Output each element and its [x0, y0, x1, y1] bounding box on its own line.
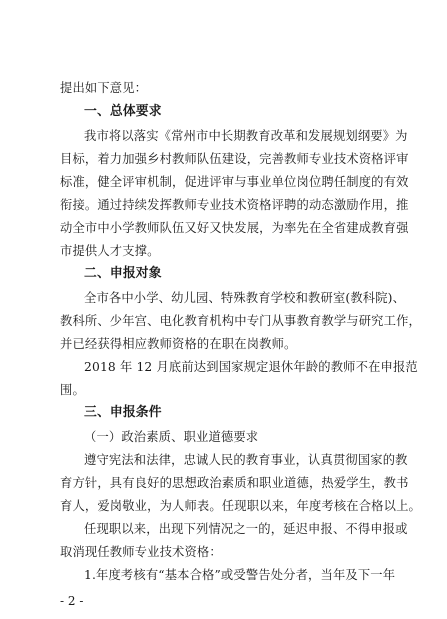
paragraph-line: 教科所、少年宫、电化教育机构中专门从事教育教学与研究工作，: [60, 314, 421, 328]
page-number: - 2 -: [60, 594, 84, 608]
paragraph-line: 全市各中小学、幼儿园、特殊教育学校和教研室(教科院)、: [84, 291, 406, 305]
paragraph-line: 并已经获得相应教师资格的在职在岗教师。: [60, 337, 297, 351]
paragraph-line: 目标，着力加强乡村教师队伍建设，完善教师专业技术资格评审: [60, 152, 409, 166]
paragraph-line: 任现职以来，出现下列情况之一的，延迟申报、不得申报或: [84, 522, 408, 536]
paragraph-line: 取消现任教师专业技术资格：: [60, 545, 222, 559]
paragraph-line: 市提供人才支撑。: [60, 244, 160, 258]
intro-line: 提出如下意见：: [60, 81, 148, 95]
paragraph-line: 育方针，具有良好的思想政治素质和职业道德，热爱学生，教书: [60, 476, 409, 490]
paragraph-line: 标准，健全评审机制，促进评审与事业单位岗位聘任制度的有效: [60, 175, 409, 189]
paragraph-line: 我市将以落实《常州市中长期教育改革和发展规划纲要》为: [84, 129, 408, 143]
section-heading-conditions: 三、申报条件: [84, 405, 162, 420]
subsection-heading: （一）政治素质、职业道德要求: [84, 430, 259, 444]
paragraph-line: 遵守宪法和法律，忠诚人民的教育事业，认真贯彻国家的教: [84, 453, 408, 467]
section-heading-overall: 一、总体要求: [84, 104, 162, 119]
paragraph-line: 2018 年 12 月底前达到国家规定退休年龄的教师不在申报范: [84, 360, 418, 374]
list-item-line: 1.年度考核有“基本合格”或受警告处分者，当年及下一年: [84, 568, 396, 582]
section-heading-applicants: 二、申报对象: [84, 266, 162, 281]
paragraph-line: 围。: [60, 383, 85, 397]
paragraph-line: 动全市中小学教师队伍又好又快发展，为率先在全省建成教育强: [60, 221, 409, 235]
paragraph-line: 衔接。通过持续发挥教师专业技术资格评聘的动态激励作用，推: [60, 198, 409, 212]
paragraph-line: 育人，爱岗敬业，为人师表。任现职以来，年度考核在合格以上。: [60, 499, 421, 513]
